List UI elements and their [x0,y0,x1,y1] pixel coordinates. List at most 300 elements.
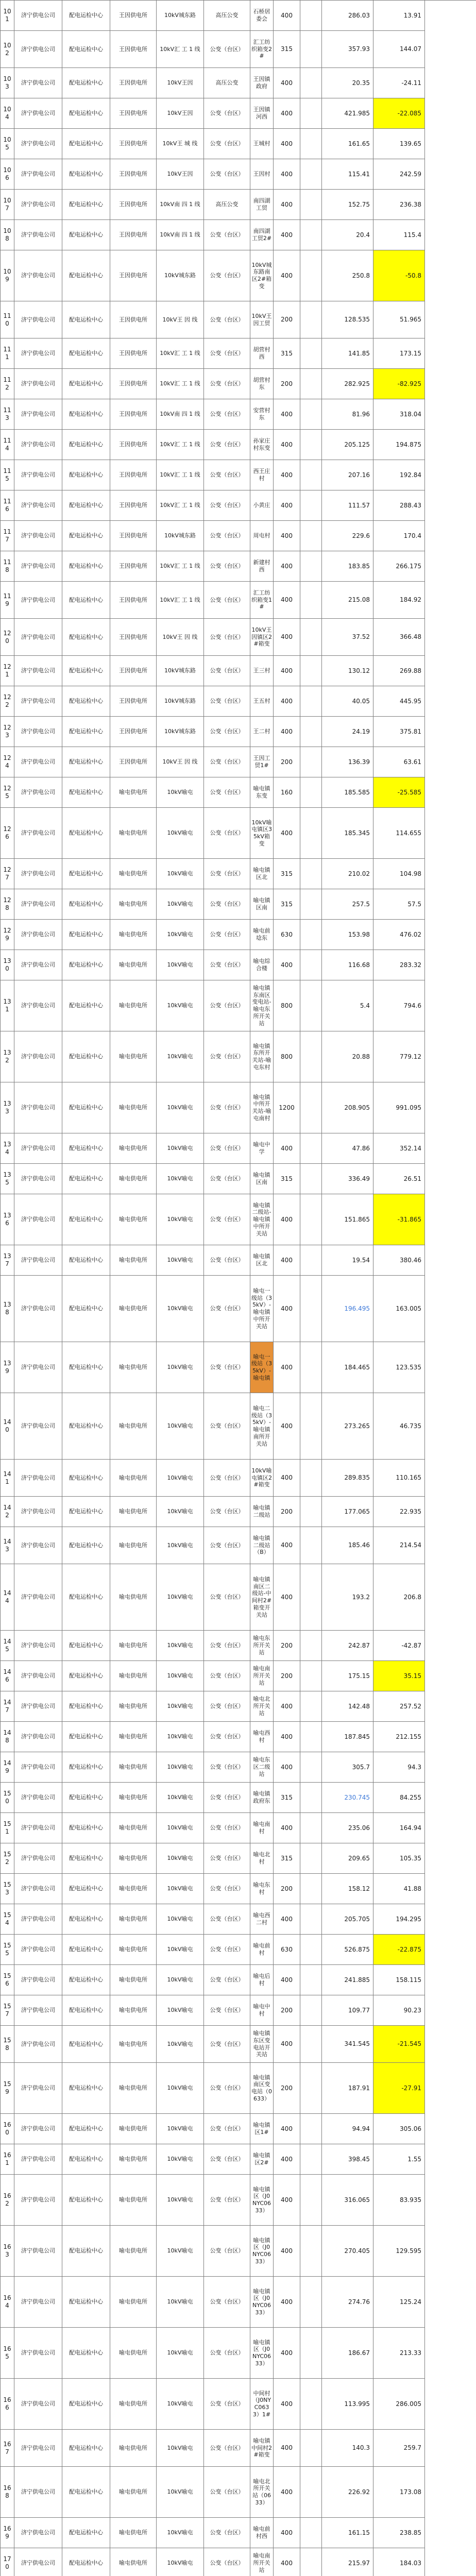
company-cell: 济宁供电公司 [14,2277,62,2328]
value-a-cell [300,1813,322,1843]
station-type-cell: 公变（台区） [204,1783,250,1813]
station-type-cell: 公变（台区） [204,2379,250,2430]
station-type-cell: 公变（台区） [204,1342,250,1393]
capacity-cell: 315 [274,1783,300,1813]
line-cell: 10kV喻屯 [157,1164,204,1194]
company-cell: 济宁供电公司 [14,2114,62,2144]
table-row [0,1393,476,1460]
station-type-cell: 公变（台区） [204,1164,250,1194]
line-cell: 10kV南 四 1 线 [157,190,204,220]
table-row [0,1,476,31]
margin-cell: 129.595 [373,2226,425,2277]
station-type-cell: 公变（台区） [204,2277,250,2328]
team-cell: 喻屯供电所 [110,1133,157,1164]
value-a-cell [300,1,322,31]
line-cell: 10kV喻屯 [157,1813,204,1843]
station-name-cell: 喻屯后村 [250,1965,274,1995]
station-name-cell: 喻屯前村西 [250,2518,274,2548]
station-type-cell: 公变（台区） [204,399,250,430]
margin-cell: 286.005 [373,2379,425,2430]
line-cell: 10kV汇 工 1 线 [157,338,204,369]
line-cell: 10kV喻屯 [157,1843,204,1874]
team-cell: 喻屯供电所 [110,1497,157,1527]
load-cell: 241.885 [322,1965,373,1995]
margin-cell: 125.24 [373,2277,425,2328]
company-cell: 济宁供电公司 [14,2026,62,2063]
center-cell: 配电运检中心 [62,2379,110,2430]
load-cell: 19.54 [322,1245,373,1276]
table-row [0,338,476,369]
margin-cell: 104.98 [373,859,425,889]
value-a-cell [300,1661,322,1691]
load-cell: 187.845 [322,1722,373,1752]
line-cell: 10kV喻屯 [157,2144,204,2175]
company-cell: 济宁供电公司 [14,889,62,920]
station-name-cell: 王因村 [250,159,274,190]
load-cell: 177.065 [322,1497,373,1527]
station-name-cell: 喻屯北所开关站（0633） [250,2467,274,2518]
company-cell: 济宁供电公司 [14,1631,62,1661]
row-number: 116 [0,490,14,521]
line-cell: 10kV喻屯 [157,1133,204,1164]
row-number: 148 [0,1722,14,1752]
team-cell: 喻屯供电所 [110,1843,157,1874]
team-cell: 喻屯供电所 [110,2226,157,2277]
table-row [0,1194,476,1245]
team-cell: 喻屯供电所 [110,1564,157,1631]
station-type-cell: 公变（台区） [204,31,250,68]
row-number: 123 [0,717,14,747]
company-cell: 济宁供电公司 [14,717,62,747]
table-row [0,859,476,889]
load-cell: 235.06 [322,1813,373,1843]
station-name-cell: 喻屯南所开关站 [250,1661,274,1691]
margin-cell: 184.92 [373,582,425,619]
margin-cell: 94.3 [373,1752,425,1783]
row-number: 109 [0,250,14,301]
center-cell: 配电运检中心 [62,1752,110,1783]
load-cell: 282.925 [322,369,373,399]
company-cell: 济宁供电公司 [14,129,62,159]
capacity-cell: 200 [274,301,300,338]
team-cell: 王因供电所 [110,301,157,338]
station-type-cell: 公变（台区） [204,686,250,717]
row-number: 143 [0,1527,14,1564]
capacity-cell: 400 [274,68,300,98]
station-name-cell: 喻屯综合楼 [250,950,274,980]
value-a-cell [300,2063,322,2114]
value-a-cell [300,2175,322,2226]
company-cell: 济宁供电公司 [14,1783,62,1813]
load-cell: 115.41 [322,159,373,190]
station-name-cell: 王三村 [250,656,274,686]
team-cell: 喻屯供电所 [110,2379,157,2430]
value-a-cell [300,2518,322,2548]
margin-cell: 283.32 [373,950,425,980]
company-cell: 济宁供电公司 [14,808,62,859]
station-type-cell: 公变（台区） [204,301,250,338]
station-name-cell: 王五村 [250,686,274,717]
load-cell: 270.405 [322,2226,373,2277]
station-type-cell: 公变（台区） [204,1752,250,1783]
line-cell: 10kV城东路 [157,686,204,717]
table-row [0,747,476,777]
company-cell: 济宁供电公司 [14,2063,62,2114]
capacity-cell: 400 [274,2277,300,2328]
margin-cell: 83.935 [373,2175,425,2226]
company-cell: 济宁供电公司 [14,2518,62,2548]
station-type-cell: 公变（台区） [204,717,250,747]
station-name-cell: 喻屯镇区（J0NYC0633） [250,2277,274,2328]
row-number: 162 [0,2175,14,2226]
margin-cell: 110.165 [373,1460,425,1497]
center-cell: 配电运检中心 [62,686,110,717]
team-cell: 喻屯供电所 [110,950,157,980]
station-name-cell: 喻屯镇东所开关站-喻屯东村 [250,1031,274,1082]
value-a-cell [300,190,322,220]
value-a-cell [300,2026,322,2063]
station-name-cell: 喻屯镇区1# [250,2114,274,2144]
margin-cell: 194.875 [373,430,425,460]
company-cell: 济宁供电公司 [14,2226,62,2277]
value-a-cell [300,1460,322,1497]
line-cell: 10kV喻屯 [157,920,204,950]
center-cell: 配电运检中心 [62,2328,110,2379]
table-row [0,551,476,582]
capacity-cell: 315 [274,1164,300,1194]
station-type-cell: 公变（台区） [204,1691,250,1722]
capacity-cell: 315 [274,1843,300,1874]
load-cell: 140.3 [322,2430,373,2467]
capacity-cell: 200 [274,747,300,777]
capacity-cell: 400 [274,399,300,430]
load-cell: 305.7 [322,1752,373,1783]
row-number: 147 [0,1691,14,1722]
station-name-cell: 喻屯镇南区变电站（0633） [250,2063,274,2114]
station-name-cell: 喻屯一级站（35kV）-喻屯镇中所开关站 [250,1276,274,1342]
center-cell: 配电运检中心 [62,950,110,980]
row-number: 149 [0,1752,14,1783]
load-cell: 207.16 [322,460,373,490]
center-cell: 配电运检中心 [62,2226,110,2277]
table-row [0,2026,476,2063]
value-a-cell [300,220,322,250]
load-cell: 215.97 [322,2548,373,2576]
station-type-cell: 高压公变 [204,190,250,220]
line-cell: 10kV喻屯 [157,889,204,920]
line-cell: 10kV王 城 线 [157,129,204,159]
station-type-cell: 公变（台区） [204,220,250,250]
station-type-cell: 公变（台区） [204,2548,250,2576]
station-type-cell: 公变（台区） [204,1497,250,1527]
margin-cell: 1.55 [373,2144,425,2175]
line-cell: 10kV喻屯 [157,1460,204,1497]
row-number: 126 [0,808,14,859]
station-name-cell: 喻屯镇区北 [250,1245,274,1276]
value-a-cell [300,1276,322,1342]
station-type-cell: 公变（台区） [204,656,250,686]
load-cell: 94.94 [322,2114,373,2144]
team-cell: 王因供电所 [110,656,157,686]
line-cell: 10kV喻屯 [157,859,204,889]
line-cell: 10kV汇 工 1 线 [157,460,204,490]
team-cell: 喻屯供电所 [110,920,157,950]
company-cell: 济宁供电公司 [14,430,62,460]
team-cell: 喻屯供电所 [110,1276,157,1342]
row-number: 134 [0,1133,14,1164]
capacity-cell: 315 [274,338,300,369]
station-type-cell: 公变（台区） [204,808,250,859]
station-type-cell: 公变（台区） [204,2467,250,2518]
company-cell: 济宁供电公司 [14,490,62,521]
team-cell: 王因供电所 [110,460,157,490]
center-cell: 配电运检中心 [62,1722,110,1752]
value-a-cell [300,1527,322,1564]
load-cell: 209.65 [322,1843,373,1874]
team-cell: 喻屯供电所 [110,1631,157,1661]
value-a-cell [300,889,322,920]
load-cell: 151.865 [322,1194,373,1245]
table-row [0,2548,476,2576]
row-number: 111 [0,338,14,369]
station-type-cell: 公变（台区） [204,1245,250,1276]
capacity-cell: 400 [274,1691,300,1722]
row-number: 124 [0,747,14,777]
center-cell: 配电运检中心 [62,582,110,619]
team-cell: 王因供电所 [110,129,157,159]
value-a-cell [300,98,322,129]
capacity-cell: 200 [274,369,300,399]
capacity-cell: 400 [274,521,300,551]
company-cell: 济宁供电公司 [14,1691,62,1722]
center-cell: 配电运检中心 [62,1031,110,1082]
margin-cell: 269.88 [373,656,425,686]
value-a-cell [300,460,322,490]
row-number: 127 [0,859,14,889]
line-cell: 10kV王因 [157,98,204,129]
station-name-cell: 王二村 [250,717,274,747]
row-number: 146 [0,1661,14,1691]
center-cell: 配电运检中心 [62,2175,110,2226]
team-cell: 王因供电所 [110,338,157,369]
row-number: 121 [0,656,14,686]
station-type-cell: 公变（台区） [204,619,250,656]
line-cell: 10kV喻屯 [157,1194,204,1245]
station-name-cell: 喻屯镇南区二级站-中间村2#箱变开关站 [250,1564,274,1631]
capacity-cell: 400 [274,2226,300,2277]
station-name-cell: 10kV城东路南区2#箱变 [250,250,274,301]
value-a-cell [300,2467,322,2518]
center-cell: 配电运检中心 [62,1843,110,1874]
station-name-cell: 10kV喻屯镇区2#箱变 [250,1460,274,1497]
station-name-cell: 喻屯前埝东 [250,920,274,950]
margin-cell: -82.925 [373,369,425,399]
team-cell: 喻屯供电所 [110,1082,157,1133]
company-cell: 济宁供电公司 [14,747,62,777]
table-row [0,521,476,551]
company-cell: 济宁供电公司 [14,1245,62,1276]
center-cell: 配电运检中心 [62,1564,110,1631]
load-cell: 184.465 [322,1342,373,1393]
value-a-cell [300,1497,322,1527]
table-row [0,1133,476,1164]
line-cell: 10kV喻屯 [157,2277,204,2328]
row-number: 168 [0,2467,14,2518]
line-cell: 10kV城东路 [157,521,204,551]
load-cell: 183.85 [322,551,373,582]
station-type-cell: 公变（台区） [204,1843,250,1874]
station-name-cell: 喻屯镇区（J0NYC0633） [250,2226,274,2277]
value-a-cell [300,2328,322,2379]
station-type-cell: 公变（台区） [204,980,250,1031]
value-a-cell [300,129,322,159]
center-cell: 配电运检中心 [62,2467,110,2518]
row-number: 117 [0,521,14,551]
row-number: 156 [0,1965,14,1995]
company-cell: 济宁供电公司 [14,2548,62,2576]
center-cell: 配电运检中心 [62,777,110,808]
row-number: 150 [0,1783,14,1813]
row-number: 144 [0,1564,14,1631]
capacity-cell: 400 [274,2379,300,2430]
margin-cell: 57.5 [373,889,425,920]
load-cell: 153.98 [322,920,373,950]
margin-cell: 375.81 [373,717,425,747]
center-cell: 配电运检中心 [62,551,110,582]
station-type-cell: 公变（台区） [204,1564,250,1631]
line-cell: 10kV喻屯 [157,1691,204,1722]
station-name-cell: 喻屯镇东区变电站开关站 [250,2026,274,2063]
margin-cell: 213.33 [373,2328,425,2379]
load-cell: 336.49 [322,1164,373,1194]
row-number: 141 [0,1460,14,1497]
row-number: 119 [0,582,14,619]
station-type-cell: 公变（台区） [204,1133,250,1164]
station-type-cell: 公变（台区） [204,2430,250,2467]
capacity-cell: 400 [274,250,300,301]
margin-cell: 206.8 [373,1564,425,1631]
value-a-cell [300,1194,322,1245]
company-cell: 济宁供电公司 [14,1133,62,1164]
line-cell: 10kV喻屯 [157,1904,204,1935]
center-cell: 配电运检中心 [62,250,110,301]
load-cell: 158.12 [322,1874,373,1904]
station-name-cell: 喻屯镇区南 [250,889,274,920]
station-name-cell: 小黄庄 [250,490,274,521]
station-type-cell: 公变（台区） [204,369,250,399]
center-cell: 配电运检中心 [62,98,110,129]
row-number: 161 [0,2144,14,2175]
table-row [0,2226,476,2277]
station-type-cell: 公变（台区） [204,2175,250,2226]
company-cell: 济宁供电公司 [14,619,62,656]
margin-cell: 194.295 [373,1904,425,1935]
margin-cell: 90.23 [373,1995,425,2026]
table-row [0,619,476,656]
table-row [0,2430,476,2467]
row-number: 122 [0,686,14,717]
capacity-cell: 400 [274,1965,300,1995]
capacity-cell: 160 [274,777,300,808]
company-cell: 济宁供电公司 [14,1965,62,1995]
table-row [0,369,476,399]
center-cell: 配电运检中心 [62,1460,110,1497]
center-cell: 配电运检中心 [62,1874,110,1904]
center-cell: 配电运检中心 [62,1497,110,1527]
line-cell: 10kV城东路 [157,1,204,31]
company-cell: 济宁供电公司 [14,31,62,68]
table-row [0,1276,476,1342]
team-cell: 喻屯供电所 [110,889,157,920]
margin-cell: 445.95 [373,686,425,717]
capacity-cell: 800 [274,980,300,1031]
station-name-cell: 中间村（J0NYC0633）1# [250,2379,274,2430]
load-cell: 20.4 [322,220,373,250]
team-cell: 喻屯供电所 [110,2114,157,2144]
station-name-cell: 喻屯前村 [250,1935,274,1965]
team-cell: 王因供电所 [110,521,157,551]
center-cell: 配电运检中心 [62,1393,110,1460]
load-cell: 526.875 [322,1935,373,1965]
margin-cell: 380.46 [373,1245,425,1276]
center-cell: 配电运检中心 [62,159,110,190]
table-row [0,1935,476,1965]
company-cell: 济宁供电公司 [14,1874,62,1904]
center-cell: 配电运检中心 [62,220,110,250]
value-a-cell [300,399,322,430]
station-name-cell: 喻屯镇东南区变电站-喻屯东所开关站 [250,980,274,1031]
load-cell: 316.065 [322,2175,373,2226]
row-number: 169 [0,2518,14,2548]
table-row [0,250,476,301]
station-type-cell: 公变（台区） [204,1194,250,1245]
row-number: 167 [0,2430,14,2467]
station-name-cell: 喻屯镇区（J0NYC0633） [250,2175,274,2226]
capacity-cell: 400 [274,619,300,656]
station-name-cell: 胡营村东 [250,369,274,399]
margin-cell: 236.38 [373,190,425,220]
capacity-cell: 800 [274,1031,300,1082]
value-a-cell [300,2379,322,2430]
center-cell: 配电运检中心 [62,1164,110,1194]
station-type-cell: 公变（台区） [204,1082,250,1133]
center-cell: 配电运检中心 [62,338,110,369]
station-name-cell: 南四湖工贸2# [250,220,274,250]
value-a-cell [300,551,322,582]
load-cell: 152.75 [322,190,373,220]
station-type-cell: 公变（台区） [204,1276,250,1342]
load-cell: 398.45 [322,2144,373,2175]
margin-cell: 259.7 [373,2430,425,2467]
margin-cell: 46.735 [373,1393,425,1460]
team-cell: 王因供电所 [110,220,157,250]
station-type-cell: 高压公变 [204,1,250,31]
center-cell: 配电运检中心 [62,2063,110,2114]
team-cell: 王因供电所 [110,190,157,220]
row-number: 158 [0,2026,14,2063]
center-cell: 配电运检中心 [62,1995,110,2026]
load-cell: 286.03 [322,1,373,31]
line-cell: 10kV喻屯 [157,1752,204,1783]
company-cell: 济宁供电公司 [14,582,62,619]
table-row [0,2144,476,2175]
table-row [0,980,476,1031]
team-cell: 王因供电所 [110,1,157,31]
company-cell: 济宁供电公司 [14,2144,62,2175]
capacity-cell: 400 [274,2328,300,2379]
row-number: 155 [0,1935,14,1965]
value-a-cell [300,950,322,980]
